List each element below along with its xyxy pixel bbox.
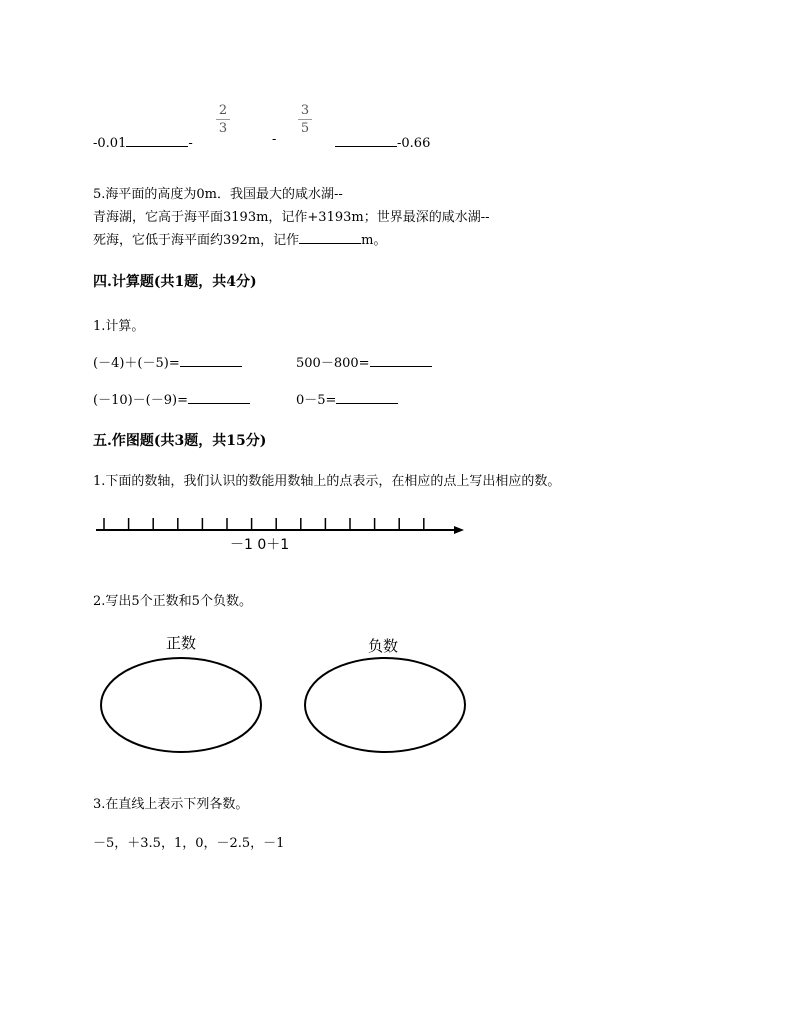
calc-expression: (－10)－(－9)=	[93, 393, 188, 408]
fraction-numerator: 3	[300, 103, 310, 118]
separator: -	[188, 136, 193, 151]
fraction-denominator: 5	[300, 121, 310, 136]
section5-q3-label: 3.在直线上表示下列各数。	[93, 797, 249, 812]
calc-expression: 0－5=	[296, 393, 337, 408]
number-line	[90, 510, 470, 560]
calc-expression: 500－800=	[296, 356, 370, 371]
section5-q2-label: 2.写出5个正数和5个负数。	[93, 594, 252, 609]
fraction-bar	[298, 119, 312, 120]
fraction-two-thirds	[216, 103, 230, 136]
section4-q1-label: 1.计算。	[93, 319, 145, 334]
section5-title: 五.作图题(共3题，共15分)	[93, 433, 267, 449]
calc-answer-blank[interactable]	[336, 389, 398, 404]
calc-item-2	[296, 352, 432, 371]
right-value: -0.66	[397, 136, 431, 151]
answer-blank-q5[interactable]	[299, 229, 361, 244]
calc-item-1	[93, 352, 242, 371]
q5-line2: 青海湖，它高于海平面3193m，记作+3193m；世界最深的咸水湖--	[93, 210, 490, 225]
answer-blank-1[interactable]	[126, 132, 188, 147]
calc-answer-blank[interactable]	[370, 352, 432, 367]
compare-separator-2: -	[272, 132, 277, 147]
ellipse-positive[interactable]	[101, 658, 261, 752]
number-line-arrow-icon	[454, 526, 464, 534]
fraction-numerator: 2	[218, 103, 228, 118]
number-line-labels: －1 0＋1	[230, 537, 290, 553]
calc-expression: (－4)＋(－5)=	[93, 356, 180, 371]
calc-item-4	[296, 389, 398, 408]
calc-item-3	[93, 389, 250, 408]
ellipses-drawing	[95, 652, 475, 760]
number-line-ticks	[104, 518, 424, 530]
fraction-three-fifths	[298, 103, 312, 136]
calc-answer-blank[interactable]	[180, 352, 242, 367]
section5-q1-label: 1.下面的数轴，我们认识的数能用数轴上的点表示，在相应的点上写出相应的数。	[93, 474, 561, 489]
ellipse-positive-label: 正数	[166, 634, 197, 652]
section4-title: 四.计算题(共1题，共4分)	[93, 274, 257, 290]
ellipse-negative-label: 负数	[368, 637, 399, 655]
q5-line3	[93, 229, 386, 248]
fraction-bar	[216, 119, 230, 120]
q5-line3-prefix: 死海，它低于海平面约392m，记作	[93, 233, 300, 248]
q5-line3-suffix: m。	[361, 233, 387, 248]
left-value: -0.01	[93, 136, 127, 151]
calc-answer-blank[interactable]	[188, 389, 250, 404]
answer-blank-2[interactable]	[335, 132, 397, 147]
section5-q3-numbers: －5，＋3.5，1，0，－2.5，－1	[93, 836, 285, 851]
compare-row-right	[335, 132, 430, 151]
fraction-denominator: 3	[218, 121, 228, 136]
q5-line1: 5.海平面的高度为0m．我国最大的咸水湖--	[93, 187, 343, 202]
ellipse-negative[interactable]	[305, 658, 465, 752]
compare-row	[93, 132, 193, 151]
